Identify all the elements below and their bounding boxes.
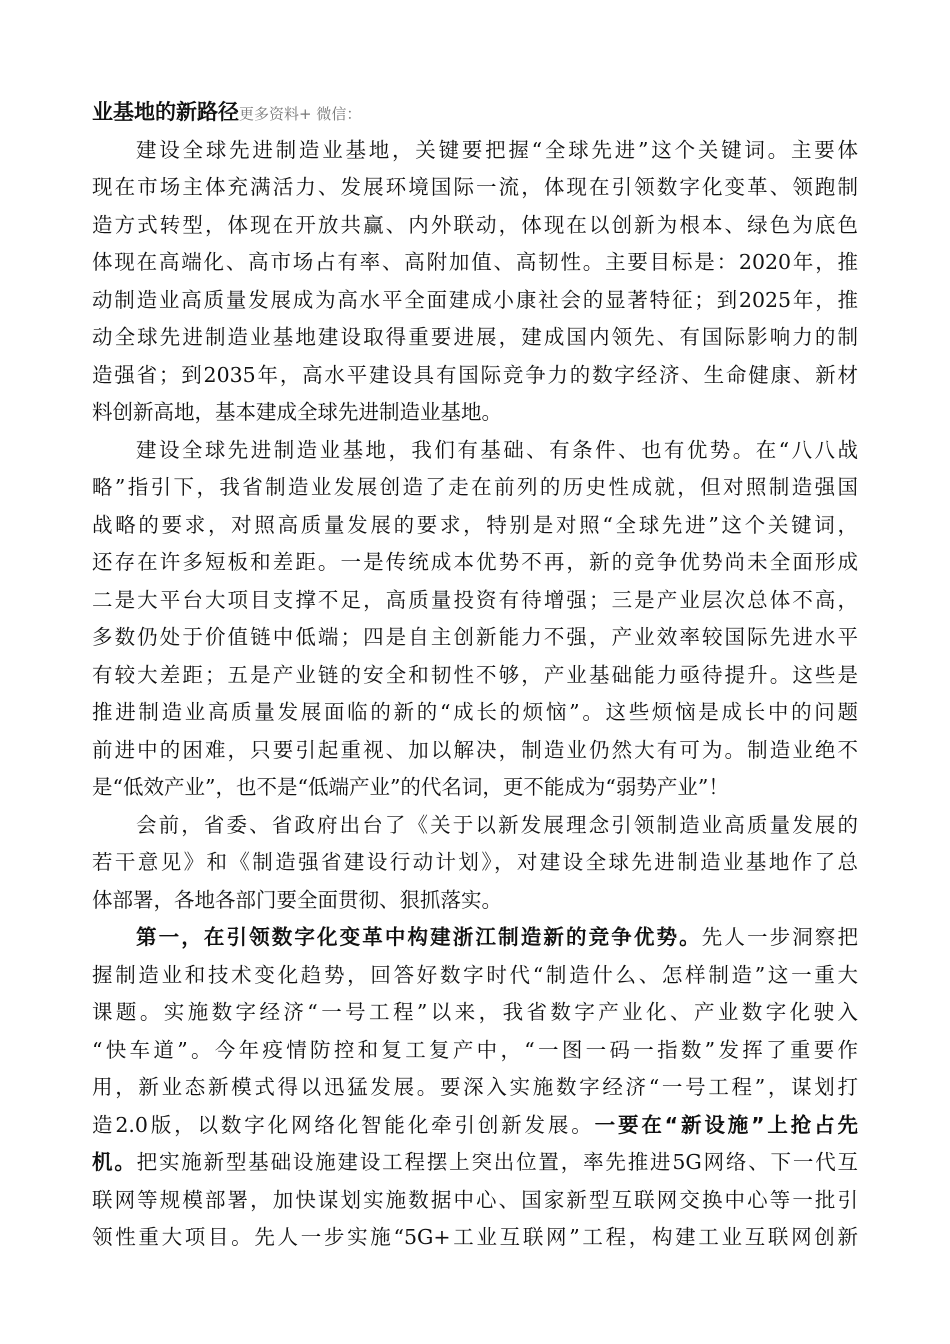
paragraph-1-line bbox=[92, 244, 858, 282]
text-run: 战略的要求，对照高质量发展的要求，特别是对照“全球先进”这个关键词， bbox=[92, 512, 858, 537]
text-run: 是“低效产业”，也不是“低端产业”的代名词，更不能成为“弱势产业”！ bbox=[92, 775, 729, 799]
document-page bbox=[92, 94, 858, 1257]
text-run: 造2.0版，以数字化网络化智能化牵引创新发展。 bbox=[92, 1112, 595, 1137]
paragraph-4-line bbox=[92, 1069, 858, 1107]
text-run: 料创新高地，基本建成全球先进制造业基地。 bbox=[92, 400, 502, 424]
text-run: 建设全球先进制造业基地，关键要把握“全球先进”这个关键词。主要体 bbox=[136, 137, 858, 162]
text-run: 动制造业高质量发展成为高水平全面建成小康社会的显著特征；到2025年，推 bbox=[92, 287, 858, 312]
text-run: 先人一步洞察把 bbox=[701, 925, 859, 949]
paragraph-4-line bbox=[92, 1107, 858, 1145]
paragraph-2-line bbox=[92, 619, 858, 657]
section-heading: 业基地的新路径 bbox=[92, 100, 239, 124]
paragraph-2-line bbox=[92, 657, 858, 695]
text-run: 造强省；到2035年，高水平建设具有国际竞争力的数字经济、生命健康、新材 bbox=[92, 362, 858, 387]
paragraph-1-line bbox=[92, 394, 858, 432]
text-run: 多数仍处于价值链中低端；四是自主创新能力不强，产业效率较国际先进水平 bbox=[92, 625, 858, 649]
paragraph-1-line bbox=[92, 319, 858, 357]
heading-line bbox=[92, 94, 858, 132]
paragraph-3-line bbox=[92, 807, 858, 845]
document-body bbox=[92, 132, 858, 1257]
text-run: 略”指引下，我省制造业发展创造了走在前列的历史性成就，但对照制造强国 bbox=[92, 475, 858, 499]
contact-note: 更多资料+ 微信： bbox=[239, 105, 362, 123]
text-run: 前进中的困难，只要引起重视、加以解决，制造业仍然大有可为。制造业绝不 bbox=[92, 737, 858, 762]
paragraph-4-line bbox=[92, 957, 858, 995]
paragraph-2-line bbox=[92, 544, 858, 582]
text-run: “快车道”。今年疫情防控和复工复产中，“一图一码一指数”发挥了重要作 bbox=[92, 1037, 858, 1062]
text-run: 领性重大项目。先人一步实施“5G+工业互联网”工程，构建工业互联网创新 bbox=[92, 1225, 858, 1249]
text-run: 握制造业和技术变化趋势，回答好数字时代“制造什么、怎样制造”这一重大 bbox=[92, 962, 858, 987]
paragraph-4-line bbox=[92, 1182, 858, 1220]
paragraph-4-line bbox=[92, 1219, 858, 1257]
paragraph-2-line bbox=[92, 507, 858, 545]
bold-text: 一要在“新设施”上抢占先 bbox=[594, 1112, 858, 1137]
paragraph-2-line bbox=[92, 694, 858, 732]
paragraph-2-line bbox=[92, 732, 858, 770]
text-run: 课题。实施数字经济“一号工程”以来，我省数字产业化、产业数字化驶入 bbox=[92, 1000, 858, 1024]
text-run: 推进制造业高质量发展面临的新的“成长的烦恼”。这些烦恼是成长中的问题 bbox=[92, 700, 858, 724]
paragraph-2-line bbox=[92, 469, 858, 507]
paragraph-2-line bbox=[92, 769, 858, 807]
text-run: 体部署，各地各部门要全面贯彻、狠抓落实。 bbox=[92, 887, 502, 912]
text-run: 若干意见》和《制造强省建设行动计划》，对建设全球先进制造业基地作了总 bbox=[92, 850, 858, 874]
text-run: 用，新业态新模式得以迅猛发展。要深入实施数字经济“一号工程”，谋划打 bbox=[92, 1075, 858, 1099]
text-run: 现在市场主体充满活力、发展环境国际一流，体现在引领数字化变革、领跑制 bbox=[92, 175, 858, 199]
paragraph-1-line bbox=[92, 282, 858, 320]
paragraph-1-line bbox=[92, 207, 858, 245]
paragraph-4-line bbox=[92, 994, 858, 1032]
text-run: 造方式转型，体现在开放共赢、内外联动，体现在以创新为根本、绿色为底色 bbox=[92, 212, 858, 237]
paragraph-4-line bbox=[92, 919, 858, 957]
text-run: 建设全球先进制造业基地，我们有基础、有条件、也有优势。在“八八战 bbox=[136, 437, 858, 462]
paragraph-2-line bbox=[92, 582, 858, 620]
paragraph-4-line bbox=[92, 1144, 858, 1182]
paragraph-4-line bbox=[92, 1032, 858, 1070]
paragraph-3-line bbox=[92, 844, 858, 882]
text-run: 动全球先进制造业基地建设取得重要进展，建成国内领先、有国际影响力的制 bbox=[92, 325, 858, 349]
bold-text: 机。 bbox=[92, 1150, 137, 1174]
paragraph-2-line bbox=[92, 432, 858, 470]
text-run: 二是大平台大项目支撑不足，高质量投资有待增强；三是产业层次总体不高， bbox=[92, 587, 858, 612]
text-run: 把实施新型基础设施建设工程摆上突出位置，率先推进5G网络、下一代互 bbox=[136, 1150, 859, 1174]
text-run: 联网等规模部署，加快谋划实施数据中心、国家新型互联网交换中心等一批引 bbox=[92, 1187, 858, 1212]
paragraph-1-line bbox=[92, 169, 858, 207]
paragraph-1-line bbox=[92, 132, 858, 170]
paragraph-1-line bbox=[92, 357, 858, 395]
text-run: 会前，省委、省政府出台了《关于以新发展理念引领制造业高质量发展的 bbox=[136, 812, 858, 837]
text-run: 体现在高端化、高市场占有率、高附加值、高韧性。主要目标是：2020年，推 bbox=[92, 250, 858, 274]
paragraph-3-line bbox=[92, 882, 858, 920]
text-run: 还存在许多短板和差距。一是传统成本优势不再，新的竞争优势尚未全面形成 bbox=[92, 550, 858, 574]
bold-text: 第一，在引领数字化变革中构建浙江制造新的竞争优势。 bbox=[136, 925, 702, 949]
text-run: 有较大差距；五是产业链的安全和韧性不够，产业基础能力亟待提升。这些是 bbox=[92, 662, 858, 687]
